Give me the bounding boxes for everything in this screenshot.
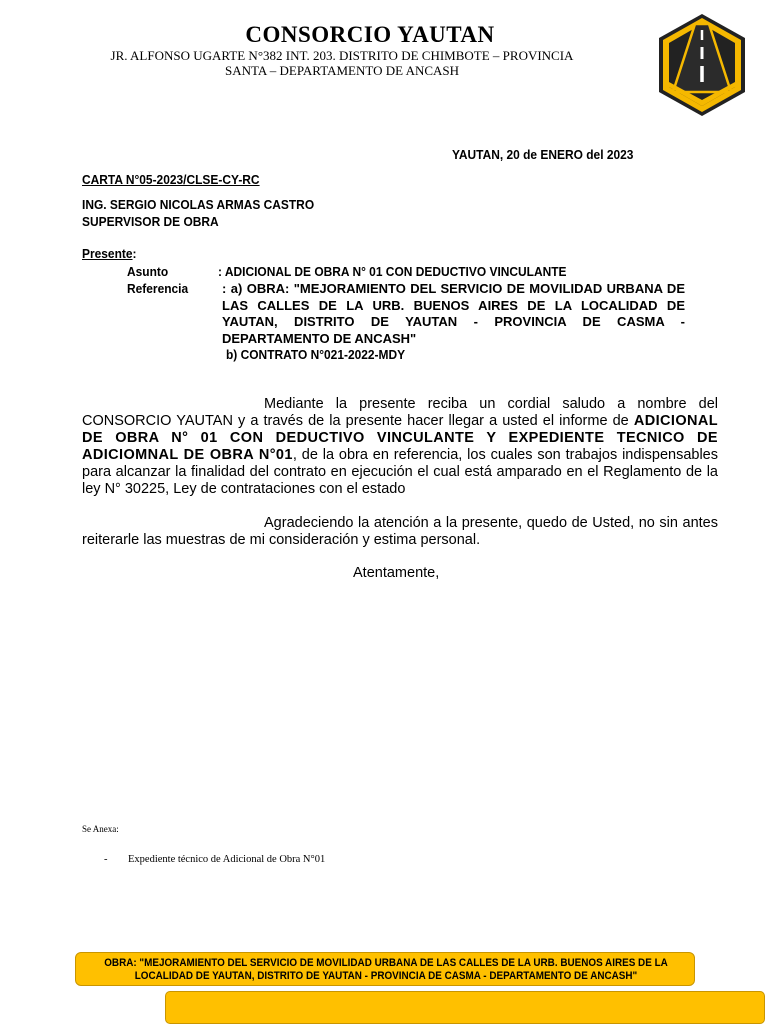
annex-dash: - <box>104 854 108 865</box>
body2-text: Agradeciendo la atención a la presente, quedo de Usted, no sin antes reiterarle las muestras de mi consideración y estima personal. <box>82 515 718 548</box>
presente-text: Presente <box>82 246 133 261</box>
presente-label: Presente: <box>82 246 137 261</box>
asunto-label: Asunto <box>127 264 169 279</box>
referencia-obra: : a) OBRA: "MEJORAMIENTO DEL SERVICIO DE MOVILIDAD URBANA DE LAS CALLES DE LA URB. BUENOS AIRES DE LA LOCALIDAD DE YAUTAN, DISTRITO DE YAUTAN - PROVINCIA DE CASMA - DEPARTAMENTO DE ANCASH" <box>222 281 685 346</box>
company-address-line1: JR. ALFONSO UGARTE N°382 INT. 203. DISTRITO DE CHIMBOTE – PROVINCIA <box>110 48 574 63</box>
body1-bold: ADICIONAL DE OBRA N° 01 CON DEDUCTIVO VINCULANTE Y EXPEDIENTE TECNICO DE ADICIOMNAL DE OBRA N°01 <box>82 413 718 463</box>
annex-item-text: Expediente técnico de Adicional de Obra N°01 <box>128 854 326 865</box>
recipient-name: ING. SERGIO NICOLAS ARMAS CASTRO <box>82 197 315 212</box>
referencia-label: Referencia <box>127 281 189 296</box>
annex-label: Se Anexa: <box>82 824 119 834</box>
recipient-title: SUPERVISOR DE OBRA <box>82 214 219 229</box>
letter-date: YAUTAN, 20 de ENERO del 2023 <box>452 147 634 162</box>
body1-start: Mediante la presente reciba un cordial saludo a nombre del CONSORCIO YAUTAN y a través de la presente hacer llegar a usted el informe de <box>82 396 718 429</box>
referencia-contrato: b) CONTRATO N°021-2022-MDY <box>226 347 406 362</box>
closing-text: Atentamente, <box>353 565 440 581</box>
company-title: CONSORCIO YAUTAN <box>245 22 495 47</box>
annex-item <box>104 854 325 865</box>
body-paragraph-1 <box>82 396 718 498</box>
company-address-line2: SANTA – DEPARTAMENTO DE ANCASH <box>224 63 460 78</box>
road-shield-logo-icon <box>655 12 749 118</box>
footer-obra-banner <box>75 952 695 986</box>
body1-end: , de la obra en referencia, los cuales son trabajos indispensables para alcanzar la finalidad del contrato en ejecución el cual está amparado en el Reglamento de la ley N° 30225, Ley de contrataciones con el estado <box>82 447 718 497</box>
letter-number: CARTA N°05-2023/CLSE-CY-RC <box>82 172 260 187</box>
footer-bar <box>165 991 765 1024</box>
footer-obra-text: OBRA: "MEJORAMIENTO DEL SERVICIO DE MOVILIDAD URBANA DE LAS CALLES DE LA URB. BUENOS AIRES DE LA LOCALIDAD DE YAUTAN, DISTRITO DE YAUTAN - PROVINCIA DE CASMA - DEPARTAMENTO DE ANCASH" <box>104 957 668 982</box>
asunto-value: : ADICIONAL DE OBRA N° 01 CON DEDUCTIVO VINCULANTE <box>218 264 567 279</box>
body-paragraph-2 <box>82 515 718 549</box>
